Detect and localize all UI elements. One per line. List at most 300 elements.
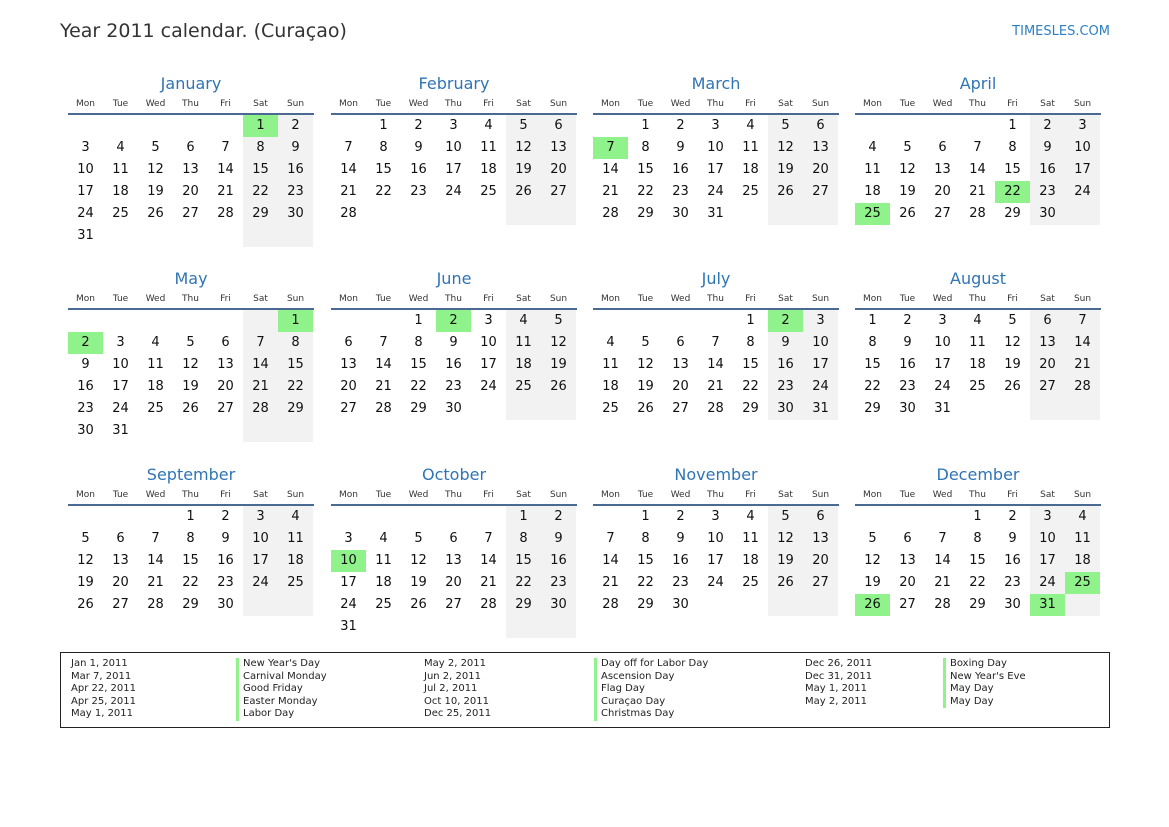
weekday-header [331,488,577,506]
day-cell: 10 [707,531,724,546]
day-cell: 8 [243,137,278,159]
day-cell: 18 [1065,550,1100,572]
day-cell: 10 [331,550,366,572]
day-cell: 5 [868,531,877,546]
weekday-label: Fri [745,294,756,304]
day-cell: 18 [112,184,129,199]
day-cell: 2 [676,118,685,133]
day-cell: 9 [1030,137,1065,159]
day-cell: 10 [707,140,724,155]
day-cell: 13 [541,137,576,159]
day-cell: 14 [602,553,619,568]
day-cell: 7 [344,140,353,155]
day-cell: 12 [768,137,803,159]
day-cell: 9 [903,335,912,350]
day-cell: 30 [77,423,94,438]
day-cell: 13 [112,553,129,568]
day-cell: 12 [1004,335,1021,350]
weekday-label: Thu [707,99,724,109]
day-cell: 24 [1030,572,1065,594]
day-cell: 29 [864,401,881,416]
day-cell: 14 [243,354,278,376]
empty-cell [663,310,698,332]
weekday-label: Wed [408,490,429,500]
day-cell: 29 [182,597,199,612]
weekday-label: Sat [1040,490,1055,500]
day-cell: 20 [445,575,462,590]
weekday-label: Sat [778,99,793,109]
days-grid [331,115,577,225]
day-cell: 4 [746,118,755,133]
day-cell: 11 [375,553,392,568]
day-cell: 2 [541,506,576,528]
day-cell: 14 [934,553,951,568]
weekday-header [855,97,1101,115]
legend-date: Dec 25, 2011 [424,708,492,720]
day-cell: 17 [934,357,951,372]
empty-cell [890,506,925,528]
month-name: July [701,269,731,288]
day-cell: 10 [803,332,838,354]
day-cell: 27 [934,206,951,221]
day-cell: 30 [217,597,234,612]
day-cell: 9 [221,531,230,546]
legend-holiday-name: New Year's Eve [943,671,1026,684]
day-cell: 17 [1065,159,1100,181]
empty-cell [698,310,733,332]
day-cell: 2 [414,118,423,133]
day-cell: 22 [375,184,392,199]
weekday-label: Fri [220,294,231,304]
empty-cell [506,203,541,225]
day-cell: 21 [969,184,986,199]
site-link[interactable]: TIMESLES.COM [1012,24,1110,39]
day-cell: 22 [182,575,199,590]
weekday-label: Wed [408,294,429,304]
empty-cell [366,203,401,225]
empty-cell [173,420,208,442]
day-cell: 1 [868,313,877,328]
month-may [68,268,314,442]
weekday-label: Wed [145,294,166,304]
day-cell: 6 [803,115,838,137]
weekday-label: Wed [145,490,166,500]
day-cell: 10 [243,528,278,550]
weekday-label: Tue [375,490,392,500]
day-cell: 27 [182,206,199,221]
weekday-label: Thu [182,99,199,109]
day-cell: 16 [77,379,94,394]
day-cell: 7 [593,137,628,159]
day-cell: 4 [151,335,160,350]
legend-date: May 2, 2011 [424,658,487,669]
day-cell: 31 [803,398,838,420]
day-cell: 4 [606,335,615,350]
legend-dates-col-1 [71,658,136,721]
day-cell: 27 [445,597,462,612]
weekday-label: Tue [899,99,916,109]
days-grid [593,506,839,616]
day-cell: 29 [742,401,759,416]
weekday-label: Wed [932,99,953,109]
weekday-label: Tue [112,294,129,304]
weekday-label: Wed [408,99,429,109]
weekday-label: Fri [1007,490,1018,500]
weekday-label: Fri [220,99,231,109]
empty-cell [471,203,506,225]
day-cell: 25 [480,184,497,199]
weekday-label: Tue [637,99,654,109]
day-cell: 25 [278,572,313,594]
empty-cell [960,398,995,420]
day-cell: 22 [243,181,278,203]
day-cell: 21 [340,184,357,199]
month-name: August [950,269,1006,288]
empty-cell [278,420,313,442]
day-cell: 20 [899,575,916,590]
empty-cell [733,203,768,225]
weekday-label: Wed [670,490,691,500]
empty-cell [173,115,208,137]
day-cell: 15 [375,162,392,177]
day-cell: 20 [340,379,357,394]
days-grid [331,310,577,420]
holiday-legend [60,652,1110,728]
day-cell: 1 [506,506,541,528]
month-name: April [959,74,997,93]
day-cell: 11 [112,162,129,177]
day-cell: 14 [480,553,497,568]
day-cell: 17 [707,162,724,177]
legend-holiday-name: Carnival Monday [236,671,327,684]
empty-cell [103,225,138,247]
day-cell: 3 [1030,506,1065,528]
weekday-header [593,292,839,310]
day-cell: 6 [186,140,195,155]
day-cell: 27 [1030,376,1065,398]
day-cell: 22 [864,379,881,394]
day-cell: 2 [903,313,912,328]
day-cell: 20 [803,159,838,181]
weekday-label: Sat [778,294,793,304]
day-cell: 23 [768,376,803,398]
day-cell: 14 [969,162,986,177]
day-cell: 6 [344,335,353,350]
weekday-label: Sun [811,294,830,304]
day-cell: 15 [506,550,541,572]
weekday-label: Mon [601,294,620,304]
day-cell: 7 [606,531,615,546]
day-cell: 15 [243,159,278,181]
weekday-header [68,292,314,310]
weekday-label: Sun [286,99,305,109]
empty-cell [243,225,278,247]
weekday-label: Mon [601,490,620,500]
month-july [593,268,839,420]
weekday-header [68,488,314,506]
weekday-label: Wed [670,294,691,304]
day-cell: 2 [676,509,685,524]
day-cell: 7 [938,531,947,546]
day-cell: 2 [278,115,313,137]
weekday-label: Thu [182,294,199,304]
day-cell: 28 [934,597,951,612]
legend-date: Dec 26, 2011 [805,658,873,669]
weekday-label: Thu [969,490,986,500]
day-cell: 17 [445,162,462,177]
day-cell: 25 [112,206,129,221]
weekday-label: Fri [483,490,494,500]
day-cell: 28 [602,206,619,221]
day-cell: 9 [449,335,458,350]
day-cell: 6 [116,531,125,546]
day-cell: 20 [1030,354,1065,376]
empty-cell [208,115,243,137]
day-cell: 18 [602,379,619,394]
day-cell: 1 [641,118,650,133]
month-october [331,464,577,638]
day-cell: 20 [112,575,129,590]
day-cell: 6 [938,140,947,155]
day-cell: 6 [676,335,685,350]
days-grid [593,310,839,420]
day-cell: 11 [602,357,619,372]
day-cell: 4 [379,531,388,546]
day-cell: 1 [186,509,195,524]
day-cell: 23 [1030,181,1065,203]
empty-cell [593,506,628,528]
day-cell: 20 [217,379,234,394]
day-cell: 10 [480,335,497,350]
legend-holiday-name: Curaçao Day [594,696,708,709]
day-cell: 15 [742,357,759,372]
day-cell: 16 [672,553,689,568]
day-cell: 13 [182,162,199,177]
weekday-label: Mon [863,294,882,304]
day-cell: 11 [278,528,313,550]
day-cell: 8 [1008,140,1017,155]
legend-date: Apr 22, 2011 [71,683,137,695]
day-cell: 1 [414,313,423,328]
day-cell: 3 [81,140,90,155]
month-february [331,73,577,225]
day-cell: 22 [278,376,313,398]
day-cell: 13 [672,357,689,372]
day-cell: 19 [768,550,803,572]
empty-cell [208,310,243,332]
empty-cell [173,225,208,247]
month-name: May [174,269,208,288]
day-cell: 15 [637,162,654,177]
weekday-label: Tue [375,99,392,109]
day-cell: 16 [217,553,234,568]
legend-date: Jul 2, 2011 [424,683,478,695]
day-cell: 1 [641,509,650,524]
day-cell: 21 [480,575,497,590]
day-cell: 1 [379,118,388,133]
day-cell: 25 [602,401,619,416]
day-cell: 26 [1004,379,1021,394]
legend-holiday-name: Labor Day [236,708,327,721]
empty-cell [68,115,103,137]
legend-holiday-name: Easter Monday [236,696,327,709]
day-cell: 5 [151,140,160,155]
day-cell: 4 [278,506,313,528]
day-cell: 26 [410,597,427,612]
day-cell: 25 [742,575,759,590]
day-cell: 13 [899,553,916,568]
weekday-label: Mon [601,99,620,109]
day-cell: 9 [541,528,576,550]
empty-cell [366,506,401,528]
day-cell: 17 [340,575,357,590]
day-cell: 21 [1065,354,1100,376]
day-cell: 24 [340,597,357,612]
month-name: September [146,465,236,484]
day-cell: 8 [278,332,313,354]
day-cell: 5 [903,140,912,155]
weekday-label: Sat [778,490,793,500]
weekday-label: Mon [863,99,882,109]
empty-cell [68,310,103,332]
weekday-label: Tue [112,490,129,500]
day-cell: 29 [243,203,278,225]
day-cell: 15 [637,553,654,568]
days-grid [68,115,314,247]
month-name: February [418,74,490,93]
day-cell: 25 [969,379,986,394]
day-cell: 19 [864,575,881,590]
day-cell: 22 [995,181,1030,203]
days-grid [593,115,839,225]
day-cell: 19 [768,159,803,181]
day-cell: 4 [1065,506,1100,528]
day-cell: 14 [217,162,234,177]
day-cell: 26 [147,206,164,221]
day-cell: 15 [278,354,313,376]
day-cell: 4 [506,310,541,332]
day-cell: 17 [243,550,278,572]
day-cell: 9 [414,140,423,155]
day-cell: 23 [445,379,462,394]
empty-cell [471,616,506,638]
weekday-label: Mon [76,294,95,304]
day-cell: 17 [112,379,129,394]
legend-date: Apr 25, 2011 [71,695,137,707]
day-cell: 22 [506,572,541,594]
month-name: January [160,74,222,93]
weekday-label: Wed [932,294,953,304]
day-cell: 28 [969,206,986,221]
day-cell: 16 [1030,159,1065,181]
day-cell: 13 [340,357,357,372]
day-cell: 17 [77,184,94,199]
day-cell: 7 [973,140,982,155]
day-cell: 28 [147,597,164,612]
day-cell: 16 [445,357,462,372]
day-cell: 3 [1065,115,1100,137]
day-cell: 13 [803,528,838,550]
weekday-label: Sun [1073,294,1092,304]
day-cell: 12 [899,162,916,177]
weekday-label: Sat [253,490,268,500]
day-cell: 6 [803,506,838,528]
weekday-header [593,488,839,506]
month-name: October [421,465,487,484]
legend-date: Dec 31, 2011 [805,670,873,682]
day-cell: 25 [1065,572,1100,594]
month-name: December [936,465,1020,484]
day-cell: 25 [855,203,890,225]
day-cell: 6 [541,115,576,137]
empty-cell [855,506,890,528]
day-cell: 3 [711,118,720,133]
empty-cell [855,115,890,137]
day-cell: 13 [803,137,838,159]
day-cell: 26 [182,401,199,416]
weekday-label: Sat [1040,99,1055,109]
weekday-header [855,488,1101,506]
weekday-label: Thu [969,99,986,109]
empty-cell [890,115,925,137]
day-cell: 11 [1065,528,1100,550]
weekday-label: Sat [1040,294,1055,304]
day-cell: 12 [506,137,541,159]
day-cell: 6 [221,335,230,350]
legend-holiday-name: New Year's Day [236,658,327,671]
day-cell: 21 [602,184,619,199]
day-cell: 12 [864,553,881,568]
empty-cell [698,594,733,616]
legend-dates-col-3 [805,658,872,708]
day-cell: 13 [217,357,234,372]
day-cell: 26 [899,206,916,221]
day-cell: 2 [1008,509,1017,524]
weekday-label: Sun [549,294,568,304]
weekday-label: Fri [483,294,494,304]
day-cell: 18 [375,575,392,590]
day-cell: 14 [602,162,619,177]
day-cell: 7 [379,335,388,350]
day-cell: 12 [77,553,94,568]
day-cell: 20 [541,159,576,181]
day-cell: 2 [436,310,471,332]
day-cell: 12 [768,528,803,550]
day-cell: 25 [375,597,392,612]
day-cell: 15 [1004,162,1021,177]
day-cell: 13 [934,162,951,177]
day-cell: 26 [637,401,654,416]
day-cell: 12 [147,162,164,177]
day-cell: 24 [243,572,278,594]
month-name: March [691,74,741,93]
weekday-label: Fri [1007,99,1018,109]
empty-cell [1030,398,1065,420]
day-cell: 27 [899,597,916,612]
empty-cell [628,310,663,332]
month-name: June [436,269,472,288]
empty-cell [541,398,576,420]
empty-cell [1065,594,1100,616]
day-cell: 25 [742,184,759,199]
day-cell: 24 [445,184,462,199]
day-cell: 7 [221,140,230,155]
day-cell: 18 [742,553,759,568]
day-cell: 17 [707,553,724,568]
weekday-label: Tue [899,294,916,304]
day-cell: 18 [278,550,313,572]
day-cell: 16 [410,162,427,177]
